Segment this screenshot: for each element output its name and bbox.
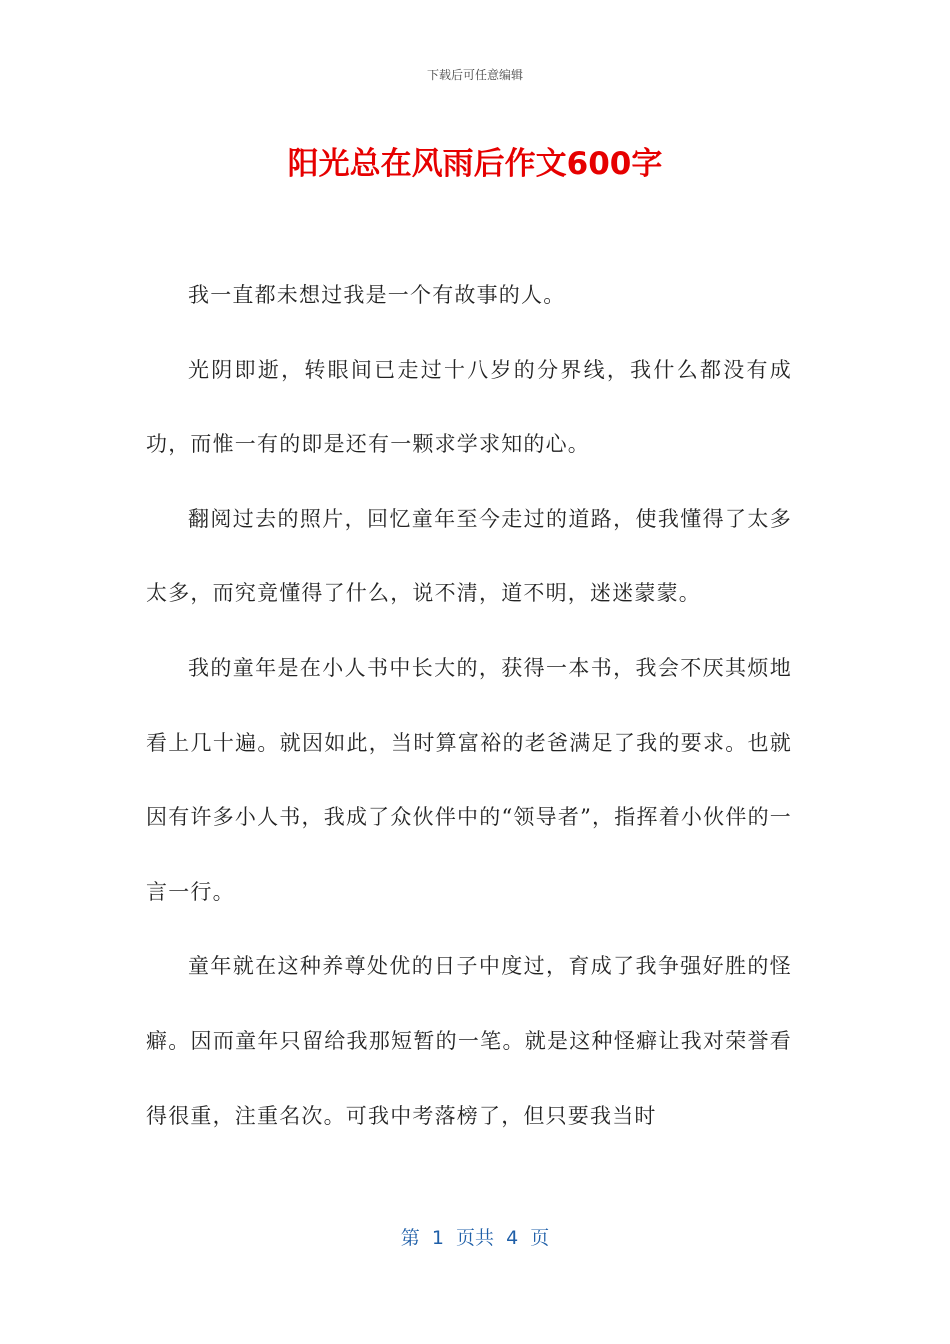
body-paragraph-1: 我一直都未想过我是一个有故事的人。 (188, 283, 566, 307)
document-title: 阳光总在风雨后作文600字 (287, 146, 663, 182)
body-paragraph-5: 童年就在这种养尊处优的日子中度过，育成了我争强好胜的怪癖。因而童年只留给我那短暂的一笔。就是这种怪癖让我对荣誉看得很重，注重名次。可我中考落榜了，但只要我当时 (146, 954, 792, 1128)
document-body (146, 258, 792, 1153)
body-paragraph-2: 光阴即逝，转眼间已走过十八岁的分界线，我什么都没有成功，而惟一有的即是还有一颗求学求知的心。 (146, 357, 792, 457)
body-paragraph-4: 我的童年是在小人书中长大的，获得一本书，我会不厌其烦地看上几十遍。就因如此，当时算富裕的老爸满足了我的要求。也就因有许多小人书，我成了众伙伴中的“领导者”，指挥着小伙伴的一言一行。 (146, 655, 792, 904)
page-header-note: 下载后可任意编辑 (426, 68, 523, 82)
page-number-footer: 第 1 页共 4 页 (400, 1227, 550, 1249)
body-paragraph-3: 翻阅过去的照片，回忆童年至今走过的道路，使我懂得了太多太多，而究竟懂得了什么，说不清，道不明，迷迷蒙蒙。 (146, 506, 792, 606)
